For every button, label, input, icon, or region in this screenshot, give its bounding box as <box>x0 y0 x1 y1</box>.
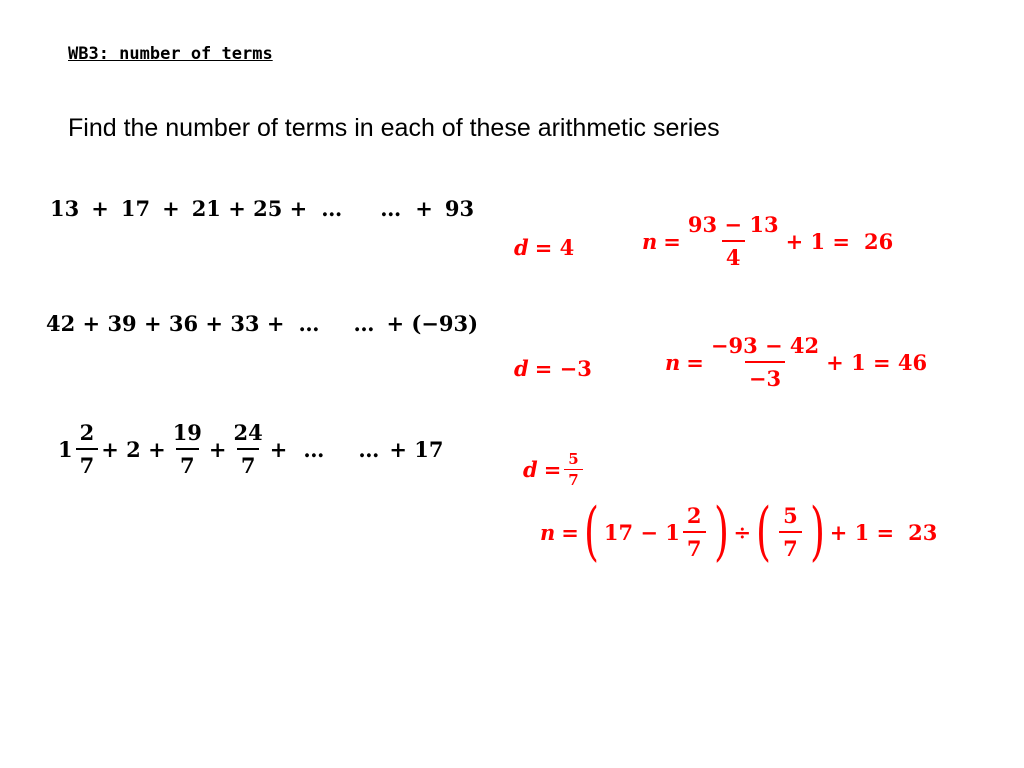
q3-mixed-fraction <box>683 503 706 561</box>
q2-n-eq: = <box>686 349 704 375</box>
q2-dots-1: … <box>298 311 320 336</box>
q3-fraction-3 <box>230 420 267 478</box>
q3-d-equation <box>523 450 586 489</box>
q3-plus: + <box>208 436 227 462</box>
q3-series <box>58 420 444 478</box>
q3-whole: 1 <box>58 436 73 462</box>
q3-last-term: + 17 <box>389 436 444 462</box>
q3-d-den: 7 <box>564 469 582 489</box>
q3-div: ÷ <box>733 519 752 545</box>
slide-heading: WB3: number of terms <box>68 44 273 64</box>
q2-terms: 42 + 39 + 36 + 33 + <box>46 311 285 336</box>
q3-f1-num: 2 <box>79 420 95 445</box>
q1-denominator: 4 <box>722 240 745 270</box>
q3-fraction-1 <box>76 420 99 478</box>
q1-d-var: d <box>514 235 529 260</box>
q2-last-term: + (−93) <box>386 311 479 336</box>
q3-a: 17 − 1 <box>603 519 680 545</box>
q1-d-equation <box>514 235 574 260</box>
q3-dots-2: … <box>358 436 380 462</box>
q1-n-eq: = <box>663 228 681 254</box>
q3-plus-2: + <box>269 436 288 462</box>
q3-rparen-2: ) <box>809 495 825 569</box>
q2-d-var: d <box>514 356 529 381</box>
q3-lparen: ( <box>583 495 599 569</box>
q1-numerator: 93 − 13 <box>687 212 779 237</box>
q3-f2-num: 19 <box>172 420 202 445</box>
q3-f2-den: 7 <box>176 448 199 478</box>
q2-d-equation <box>514 356 592 381</box>
q1-dots-2: … <box>380 196 402 221</box>
q2-d-value: = −3 <box>534 356 592 381</box>
q3-n-eq: = <box>561 519 579 545</box>
q1-op-1: + <box>91 196 109 221</box>
q3-f3-num: 24 <box>233 420 263 445</box>
q3-dots-1: … <box>303 436 325 462</box>
q3-step-fraction <box>779 503 802 561</box>
q3-n-equation <box>540 495 938 569</box>
q1-op-2: + <box>162 196 180 221</box>
q2-series <box>46 311 478 336</box>
q1-n-var: n <box>642 228 658 254</box>
q1-last-term: 93 <box>444 196 475 221</box>
q3-d-var: d <box>523 457 538 482</box>
q3-f3-den: 7 <box>237 448 260 478</box>
q3-tail: + 1 = <box>829 519 895 545</box>
q3-rparen: ) <box>713 495 729 569</box>
q1-fraction <box>684 212 783 270</box>
q2-n-var: n <box>665 349 681 375</box>
q1-answer: 26 <box>864 228 894 254</box>
q1-op-3: + <box>415 196 433 221</box>
q3-s-den: 7 <box>779 531 802 561</box>
q2-numerator: −93 − 42 <box>710 333 820 358</box>
q1-term-2: 17 <box>120 196 151 221</box>
q3-d-eq: = <box>543 457 562 482</box>
q3-d-num: 5 <box>568 450 579 468</box>
q2-fraction <box>707 333 823 391</box>
q3-lparen-2: ( <box>756 495 772 569</box>
q1-term-3: 21 + 25 + <box>191 196 308 221</box>
q2-n-equation <box>665 333 927 391</box>
q1-d-value: = 4 <box>534 235 575 260</box>
q3-f1-den: 7 <box>76 448 99 478</box>
q2-tail: + 1 = 46 <box>826 349 928 375</box>
q3-m-num: 2 <box>686 503 702 528</box>
q1-term-1: 13 <box>50 196 80 221</box>
q3-m-den: 7 <box>683 531 706 561</box>
q1-tail: + 1 = <box>785 228 850 254</box>
q3-n-var: n <box>540 519 556 545</box>
q3-mid: + 2 + <box>101 436 166 462</box>
instruction-text: Find the number of terms in each of these arithmetic series <box>68 114 720 142</box>
q2-denominator: −3 <box>745 361 785 391</box>
q1-series <box>50 196 474 221</box>
q1-dots-1: … <box>321 196 343 221</box>
q3-answer: 23 <box>908 519 938 545</box>
q3-s-num: 5 <box>783 503 798 528</box>
q3-fraction-2 <box>169 420 206 478</box>
q3-d-fraction <box>564 450 582 489</box>
q2-dots-2: … <box>353 311 375 336</box>
q1-n-equation <box>642 212 893 270</box>
